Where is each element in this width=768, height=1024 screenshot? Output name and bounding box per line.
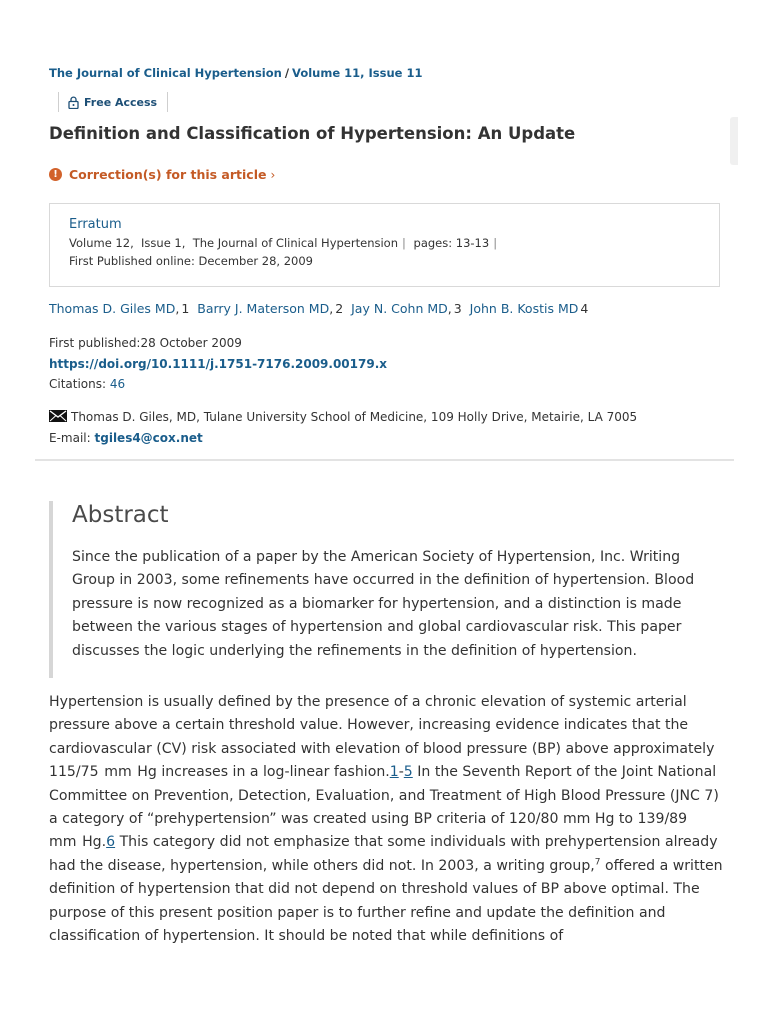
first-published bbox=[49, 333, 387, 354]
abstract-heading: Abstract bbox=[72, 502, 169, 528]
erratum-pages: pages: 13-13 bbox=[413, 236, 490, 250]
erratum-published: First Published online: December 28, 2009 bbox=[69, 254, 313, 268]
first-published-label: First published: bbox=[49, 336, 141, 350]
envelope-icon bbox=[49, 410, 67, 422]
reference-superscript[interactable]: 7 bbox=[594, 857, 601, 868]
reference-link[interactable]: 5 bbox=[403, 764, 413, 781]
email-link[interactable]: tgiles4@cox.net bbox=[94, 430, 203, 445]
author-affiliation: 3 bbox=[453, 301, 462, 316]
reference-link[interactable]: 6 bbox=[106, 834, 116, 851]
lock-icon bbox=[68, 96, 79, 109]
reference-dash: - bbox=[398, 764, 404, 781]
side-tab[interactable] bbox=[730, 117, 738, 165]
warning-icon: ! bbox=[49, 168, 62, 181]
journal-link[interactable]: The Journal of Clinical Hypertension bbox=[49, 66, 282, 80]
breadcrumb bbox=[49, 66, 422, 80]
author-name[interactable]: Jay N. Cohn MD bbox=[351, 301, 448, 316]
author-name[interactable]: Barry J. Materson MD bbox=[197, 301, 330, 316]
article-meta bbox=[49, 333, 387, 395]
body-text-part: In the Seventh Report of the Joint National Committee on Prevention, Detection, Evaluation, and Treatment of High Blood Pressure (JNC 7) a category of “prehypertension” was created using BP criteria of 120/80 mm Hg to 139/89 mm Hg. bbox=[49, 764, 719, 851]
author-name[interactable]: John B. Kostis MD bbox=[469, 301, 579, 316]
erratum-issue: Issue 1 bbox=[141, 236, 182, 250]
free-access-label: Free Access bbox=[84, 95, 158, 109]
section-divider bbox=[35, 459, 734, 461]
breadcrumb-separator: / bbox=[284, 66, 290, 80]
correction-link[interactable] bbox=[49, 167, 275, 182]
erratum-title[interactable]: Erratum bbox=[69, 217, 122, 232]
author-affiliation: 1 bbox=[181, 301, 190, 316]
correspondence-address: Thomas D. Giles, MD, Tulane University School of Medicine, 109 Holly Drive, Metairie, LA 7005 bbox=[71, 410, 638, 424]
erratum-journal: The Journal of Clinical Hypertension bbox=[192, 236, 398, 250]
chevron-right-icon: › bbox=[270, 167, 276, 182]
erratum-volume: Volume 12 bbox=[69, 236, 131, 250]
body-text-part: offered a written definition of hypertension that did not depend on threshold values of BP above optimal. The purpose of this present position paper is to further refine and update the definition and classification of hypertension. It should be noted that while definitions of bbox=[49, 857, 723, 945]
access-badge bbox=[58, 92, 168, 112]
abstract-section bbox=[49, 501, 720, 678]
correction-label: Correction(s) for this article bbox=[69, 167, 267, 182]
citations bbox=[49, 374, 387, 395]
body-text-part: This category did not emphasize that some individuals with prehypertension already had the disease, hypertension, while others did not. In 2003, a writing group, bbox=[49, 834, 718, 874]
issue-link[interactable]: Volume 11, Issue 11 bbox=[292, 66, 423, 80]
author-affiliation: 4 bbox=[580, 301, 589, 316]
first-published-date: 28 October 2009 bbox=[140, 336, 242, 350]
author-list: Thomas D. Giles MD, 1 Barry J. Materson MD, 2 Jay N. Cohn MD, 3 John B. Kostis MD 4 bbox=[49, 301, 589, 316]
body-text-part: Hypertension is usually defined by the presence of a chronic elevation of systemic arterial pressure above a certain threshold value. However, increasing evidence indicates that the cardiovascular (CV) risk associated with elevation of blood pressure (BP) above approximately 115/75 mm Hg increases in a log-linear fashion. bbox=[49, 694, 715, 781]
page-title: Definition and Classification of Hypertension: An Update bbox=[49, 124, 576, 143]
correspondence bbox=[49, 407, 637, 448]
citations-label: Citations: bbox=[49, 377, 107, 391]
doi-link[interactable]: https://doi.org/10.1111/j.1751-7176.2009.00179.x bbox=[49, 356, 388, 371]
email-label: E-mail: bbox=[49, 430, 91, 445]
author-name[interactable]: Thomas D. Giles MD bbox=[49, 301, 176, 316]
citations-count[interactable]: 46 bbox=[109, 377, 126, 391]
erratum-box bbox=[49, 203, 720, 287]
abstract-text: Since the publication of a paper by the American Society of Hypertension, Inc. Writing Group in 2003, some refinements have occurred in the definition of hypertension. Blood pressure is now recognized as a biomarker for hypertension, and a distinction is made between the various stages of hypertension and global cardiovascular risk. This paper discusses the logic underlying the refinements in the definition of hypertension. bbox=[72, 549, 695, 659]
erratum-citation: Volume 12, Issue 1, The Journal of Clinical Hypertension | pages: 13-13 | bbox=[69, 236, 498, 250]
reference-link[interactable]: 1 bbox=[389, 764, 399, 781]
author-affiliation: 2 bbox=[335, 301, 344, 316]
body-paragraph bbox=[49, 691, 724, 948]
